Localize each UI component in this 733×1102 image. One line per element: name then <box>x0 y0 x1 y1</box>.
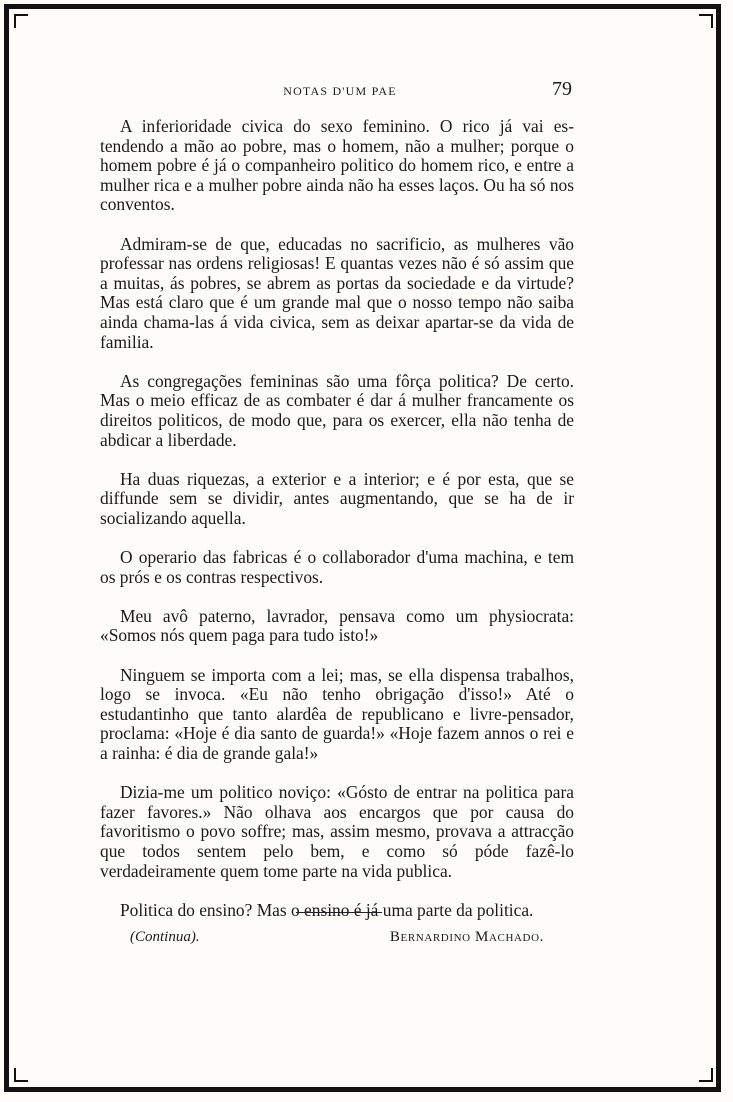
body-text <box>100 117 574 948</box>
paragraph: Ha duas riquezas, a exterior e a interior; e é por esta, que se diffunde sem se dividir, antes augmentando, que se ha de ir socializando aquella. <box>100 468 574 528</box>
closing-rule <box>296 912 382 913</box>
corner-mark-bottom-left <box>14 1068 28 1082</box>
corner-mark-top-right <box>699 14 713 28</box>
corner-mark-bottom-right <box>699 1068 713 1082</box>
signoff <box>100 926 574 948</box>
continuation-note: (Continua). <box>130 929 200 946</box>
paragraph: Admiram-se de que, educadas no sacrificio, as mulheres vão professar nas ordens religiosas! E quantas vezes não é só assim que a muitas, ás pobres, se abrem as portas da sociedade e da virtude? Mas está claro que é um grande mal que o nosso tempo não saiba ainda chama-las á vida civica, sem as deixar apartar-se da vida de familia. <box>100 233 574 352</box>
paragraph: Dizia-me um politico noviço: «Gósto de entrar na politica para fazer favores.» Não olhava aos encargos que por causa do favoritismo o povo soffre; mas, assim mesmo, provava a attracção que todos sentem pelo bem, e como só póde fazê-lo verdadeiramente quem tome parte na vida publica. <box>100 782 574 881</box>
paragraph: As congregações femininas são uma fôrça politica? De certo. Mas o meio efficaz de as combater é dar á mulher francamente os direitos politicos, de modo que, para os exercer, ella não tenha de abdicar a liberdade. <box>100 370 574 450</box>
page-header <box>100 80 580 104</box>
paragraph: Ninguem se importa com a lei; mas, se ella dispensa trabalhos, logo se invoca. «Eu não tenho obrigação d'isso!» Até o estudantinho que tanto alardêa de republicano e livre-pensador, proclama: «Hoje é dia santo de guarda!» «Hoje fazem annos o rei e a rainha: é dia de grande gala!» <box>100 664 574 763</box>
running-head: NOTAS D'UM PAE <box>283 84 397 98</box>
paragraph: O operario das fabricas é o collaborador d'uma machina, e tem os prós e os contras respectivos. <box>100 547 574 587</box>
paragraph: A inferioridade civica do sexo feminino. O rico já vai estendendo a mão ao pobre, mas o homem, não a mulher; porque o homem pobre é já o companheiro politico do homem rico, e entre a mulher rica e a mulher pobre ainda não ha esses laços. Ou ha só nos conventos. <box>100 116 574 215</box>
corner-mark-top-left <box>14 14 28 28</box>
page-number: 79 <box>552 78 572 100</box>
paragraph: Meu avô paterno, lavrador, pensava como um physiocrata: «Somos nós quem paga para tudo isto!» <box>100 605 574 646</box>
author-signature: Bernardino Machado. <box>389 929 544 946</box>
paragraph: Politica do ensino? Mas o ensino é já uma parte da politica. <box>120 899 534 920</box>
